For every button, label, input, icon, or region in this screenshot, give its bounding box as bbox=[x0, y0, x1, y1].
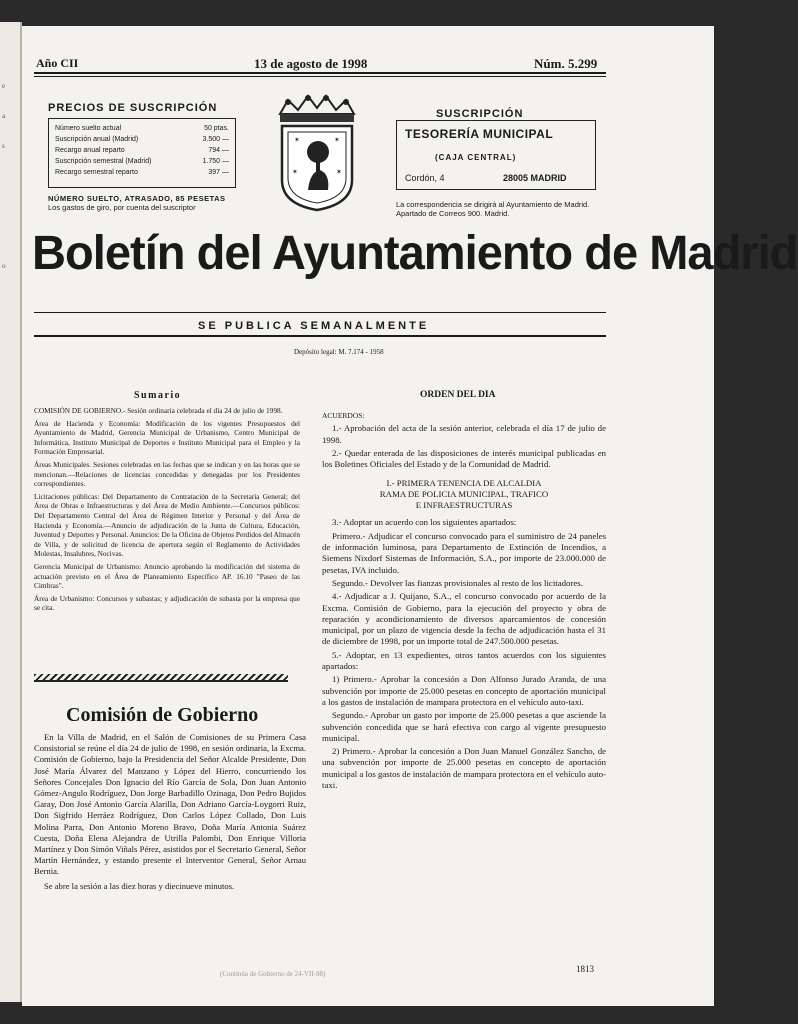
price-row: Recargo semestral reparto 397 — bbox=[55, 169, 229, 176]
header-rule bbox=[34, 72, 606, 74]
prices-note-back-issue: NÚMERO SUELTO, ATRASADO, 85 PESETAS bbox=[48, 194, 226, 203]
orden-item: 5.- Adoptar, en 13 expedientes, otros tantos acuerdos con los siguientes apartados: bbox=[322, 649, 606, 672]
legal-deposit: Depósito legal: M. 7.174 - 1958 bbox=[294, 348, 384, 356]
orden-title: ORDEN DEL DIA bbox=[420, 390, 496, 400]
price-row: Número suelto actual 50 ptas. bbox=[55, 125, 229, 132]
running-footer: (Continúa de Gobierno de 24-VII-98) bbox=[220, 970, 326, 978]
sumario-item: Área de Hacienda y Economía: Modificación de los vigentes Presupuestos del Ayuntamiento de Madrid, Gerencia Municipal de Urbanismo, Centro Municipal de Informática, Instituto Municipal de Deportes e Instituto Municipal para el Empleo y la Formación Empresarial. bbox=[34, 418, 300, 457]
orden-item: 4.- Adjudicar a J. Quijano, S.A., el concurso convocado por acuerdo de la Excma. Comisión de Gobierno, para la ejecución del proyecto y obra de reparación y acondicionamiento de diversos aparcamientos de concesión municipal, por un plazo de vigencia desde la fecha de adjudicación hasta el 31 de diciembre de 1998, por un importe total de 247.500.000 pesetas. bbox=[322, 591, 606, 647]
suscripcion-office: TESORERÍA MUNICIPAL bbox=[405, 127, 554, 141]
prices-table bbox=[48, 118, 236, 188]
sumario-item: Áreas Municipales. Sesiones celebradas en las fechas que se indican y en las horas que se mencionan.—Relaciones de licencias concedidas y denegadas por los Presidentes correspondientes. bbox=[34, 459, 300, 489]
page-number: 1813 bbox=[576, 964, 594, 974]
suscripcion-box bbox=[396, 120, 596, 190]
sumario-title: Sumario bbox=[134, 390, 182, 401]
orden-body bbox=[322, 410, 606, 793]
orden-item: 2) Primero.- Aprobar la concesión a Don Juan Manuel González Sancho, de una subvención por importe de 25.000 pesetas en concepto de aportación municipal a los gastos de instalación de mampara protectora en el vehículo auto-taxi. bbox=[322, 746, 606, 791]
price-row: Suscripción anual (Madrid) 3.500 — bbox=[55, 136, 229, 143]
sumario-item: COMISIÓN DE GOBIERNO.- Sesión ordinaria celebrada el día 24 de julio de 1998. bbox=[34, 406, 283, 415]
suscripcion-street: Cordón, 4 bbox=[405, 173, 445, 183]
document-page bbox=[22, 26, 798, 1006]
masthead-rule-top bbox=[34, 312, 606, 313]
masthead-rule-bottom bbox=[34, 335, 606, 337]
prices-note-shipping: Los gastos de giro, por cuenta del suscriptor bbox=[48, 203, 196, 212]
price-row: Recargo anual reparto 794 — bbox=[55, 147, 229, 154]
section-divider-line bbox=[34, 680, 288, 682]
orden-section-heading: I.- PRIMERA TENENCIA DE ALCALDIA RAMA DE POLICIA MUNICIPAL, TRAFICO E INFRAESTRUCTURAS bbox=[379, 478, 549, 511]
header-rule-thin bbox=[34, 76, 606, 77]
svg-text:✶: ✶ bbox=[292, 168, 298, 176]
issue-year: Año CII bbox=[36, 56, 79, 70]
sumario-item: Gerencia Municipal de Urbanismo: Anuncio aprobando la modificación del sistema de actuación previsto en el Área de Planeamiento Específico AP. 16.10 "Paseo de las Cimbras". bbox=[34, 561, 300, 591]
orden-item: Primero.- Adjudicar el concurso convocado para el suministro de 24 paneles de información luminosa, para Departamento de Extinción de Incendios, a Siemens Nixdorf Sistemas de Información, S.A., por importe de 23.000.000 de pesetas, IVA incluido. bbox=[322, 530, 606, 575]
orden-item: 2.- Quedar enterada de las disposiciones de interés municipal publicadas en los Boletines Oficiales del Estado y de la Comunidad de Madrid. bbox=[322, 447, 606, 470]
suscripcion-city: 28005 MADRID bbox=[503, 173, 567, 183]
comision-paragraph: En la Villa de Madrid, en el Salón de Comisiones de su Primera Casa Consistorial se reúne el día 24 de julio de 1998, en sesión ordinaria, la Excma. Comisión de Gobierno, bajo la Presidencia del Señor Alcalde Presidente, Don José María Álvarez del Manzano y López del Hierro, concurriendo los Señores Concejales Don Ignacio del Río García de Sola, Don Juan Antonio Gómez-Angulo Rodríguez, Don Jorge Barbadillo Ozinaga, Don Pedro Bujidos Garay, Don José Antonio García Alarilla, Don Adriano García-Loygorri Ruiz, Don Sigfrido Herráez Rodríguez, Don Carlos López Collado, Don Luis Molina Parra, Don Antonio Moreno Bravo, Doña María Antonia Suárez Cuesta, Doña Elena Alejandra de Utrilla Palombi, Don Enrique Villoria Martínez y Don Simón Viñals Pérez, asistidos por el Secretario General, Señor Martín Hernández, y estando presente el Interventor General, Señor Arnau Bernia. bbox=[34, 732, 306, 877]
suscripcion-title: SUSCRIPCIÓN bbox=[436, 108, 524, 120]
price-row: Suscripción semestral (Madrid) 1.750 — bbox=[55, 158, 229, 165]
adjacent-page-edge: e a s o bbox=[0, 22, 22, 1002]
masthead-title: Boletín del Ayuntamiento de Madrid bbox=[32, 227, 798, 280]
correspondence-note: La correspondencia se dirigirá al Ayuntamiento de Madrid. Apartado de Correos 900. Madrid. bbox=[396, 200, 590, 218]
comision-paragraph: Se abre la sesión a las diez horas y diecinueve minutos. bbox=[44, 880, 235, 891]
orden-item: 1.- Aprobación del acta de la sesión anterior, celebrada el día 17 de julio de 1998. bbox=[322, 423, 606, 445]
orden-item: Segundo.- Aprobar un gasto por importe de 25.000 pesetas a que asciende la subvención concedida que se hará efectiva con cargo al vigente presupuesto municipal. bbox=[322, 710, 606, 743]
issue-number: Núm. 5.299 bbox=[534, 56, 598, 71]
issue-date: 13 de agosto de 1998 bbox=[254, 56, 368, 71]
orden-item: 3.- Adoptar un acuerdo con los siguientes apartados: bbox=[332, 517, 517, 528]
svg-text:✶: ✶ bbox=[294, 136, 300, 144]
madrid-coat-of-arms-icon bbox=[274, 94, 360, 212]
svg-text:✶: ✶ bbox=[336, 168, 342, 176]
comision-title: Comisión de Gobierno bbox=[66, 704, 259, 726]
comision-body bbox=[34, 732, 306, 895]
masthead-subtitle: SE PUBLICA SEMANALMENTE bbox=[198, 320, 430, 332]
sumario-list bbox=[34, 406, 300, 616]
orden-item: 1) Primero.- Aprobar la concesión a Don Alfonso Jurado Aranda, de una subvención por importe de 25.000 pesetas en concepto de aportación municipal a los gastos de instalación de mampara protectora en el vehículo auto-taxi. bbox=[322, 674, 606, 707]
orden-item: Segundo.- Devolver las fianzas provisionales al resto de los licitadores. bbox=[332, 577, 583, 588]
suscripcion-caja: (CAJA CENTRAL) bbox=[435, 153, 517, 162]
svg-text:✶: ✶ bbox=[334, 136, 340, 144]
sumario-item: Licitaciones públicas: Del Departamento de Contratación de la Secretaría General; del Área de Obras e Infraestructuras y del Área de Medio Ambiente.—Concursos públicos: Del Departamento Central del Área de Régimen Interior y Personal y del Área de Hacienda y Economía.—Anuncio de adjudicación de la Junta de Cultura, Educación, Juventud y Deportes y Personal. Anuncios: De la Oficina de Objetos Perdidos del Almacén de Villa, y de solicitud de licencia de apertura según el Reglamento de Actividades Molestas, Insalubres, Nocivas. bbox=[34, 491, 300, 559]
orden-acuerdos: ACUERDOS: bbox=[322, 411, 365, 420]
sumario-item: Área de Urbanismo: Concursos y subastas; y adjudicación de subasta por la empresa que se cita. bbox=[34, 593, 300, 613]
prices-title: PRECIOS DE SUSCRIPCIÓN bbox=[48, 102, 218, 114]
